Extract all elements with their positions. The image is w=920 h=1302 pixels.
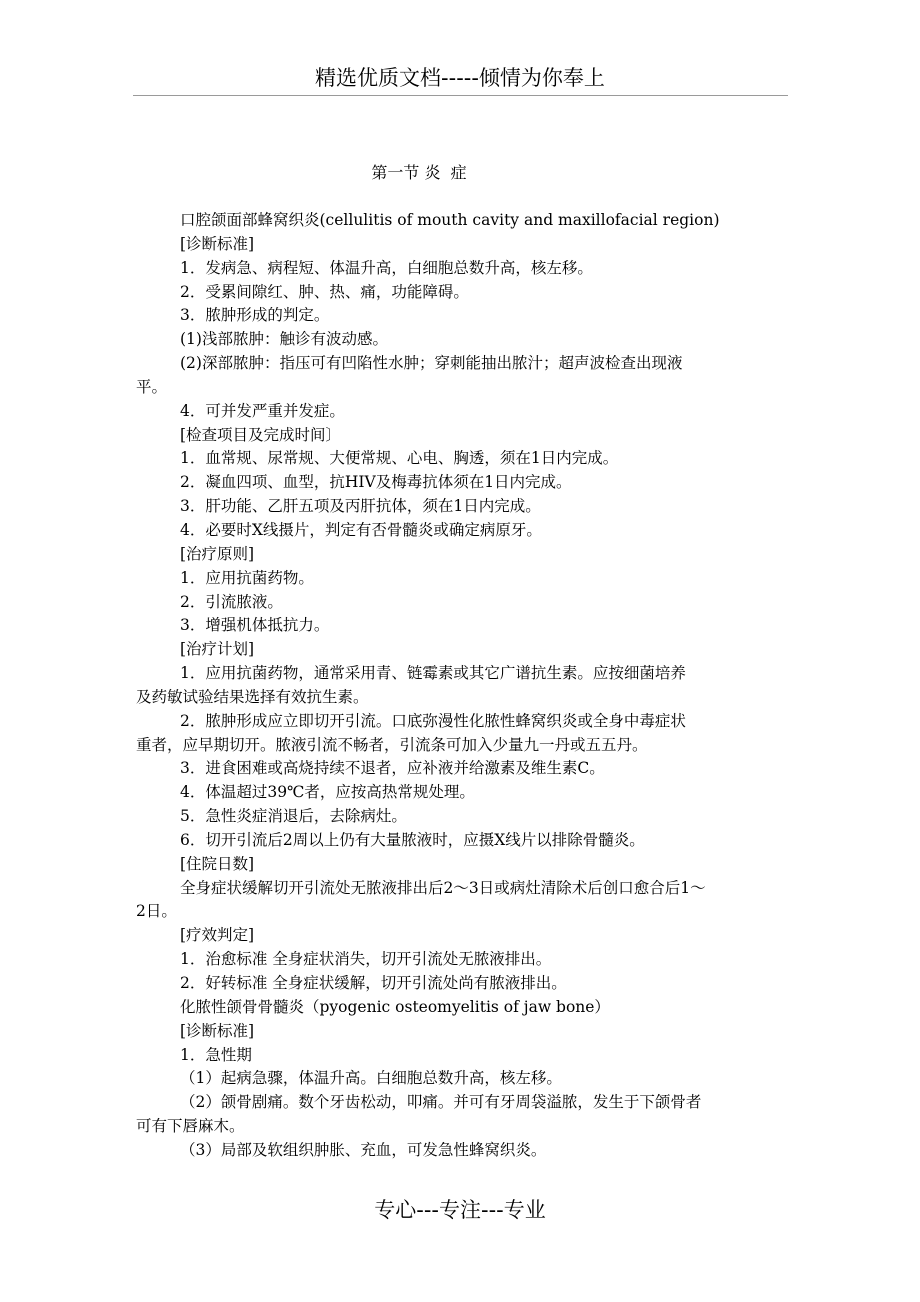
paragraph-line: [住院日数] [180, 854, 255, 873]
paragraph-line: [疗效判定] [180, 926, 255, 945]
paragraph-line: 4．体温超过39℃者，应按高热常规处理。 [180, 783, 475, 802]
paragraph-line: 1．应用抗菌药物。 [180, 568, 314, 587]
paragraph-line: 1．发病急、病程短、体温升高，白细胞总数升高，核左移。 [180, 258, 593, 277]
paragraph-line: （2）颌骨剧痛。数个牙齿松动，叩痛。并可有牙周袋溢脓，发生于下颌骨者 [180, 1093, 702, 1112]
paragraph-line: 2．凝血四项、血型，抗HIV及梅毒抗体须在1日内完成。 [180, 473, 572, 492]
paragraph-line: (2)深部脓肿：指压可有凹陷性水肿；穿刺能抽出脓汁；超声波检查出现液 [180, 354, 683, 373]
page-header: 精选优质文档-----倾情为你奉上 [315, 66, 605, 90]
paragraph-line: [诊断标准] [180, 234, 255, 253]
page-footer: 专心---专注---专业 [374, 1198, 546, 1222]
paragraph-line: 2．好转标准 全身症状缓解，切开引流处尚有脓液排出。 [180, 974, 567, 992]
paragraph-line: 平。 [136, 377, 168, 396]
paragraph-line: 6．切开引流后2周以上仍有大量脓液时，应摄X线片以排除骨髓炎。 [180, 830, 645, 849]
document-body [136, 209, 846, 1163]
paragraph-line: 重者，应早期切开。脓液引流不畅者，引流条可加入少量九一丹或五五丹。 [136, 735, 648, 754]
paragraph-line: 1．应用抗菌药物，通常采用青、链霉素或其它广谱抗生素。应按细菌培养 [180, 664, 686, 683]
paragraph-line: (1)浅部脓肿：触诊有波动感。 [180, 330, 388, 349]
paragraph-line: [治疗计划] [180, 640, 255, 659]
paragraph-line: 2．受累间隙红、肿、热、痛，功能障碍。 [180, 282, 469, 301]
paragraph-line: 1．治愈标准 全身症状消失，切开引流处无脓液排出。 [180, 950, 552, 969]
paragraph-line: [诊断标准] [180, 1021, 255, 1040]
paragraph-line: 口腔颌面部蜂窝织炎(cellulitis of mouth cavity and maxillofacial region) [180, 211, 720, 229]
section-title: 第一节 炎 症 [371, 163, 467, 182]
paragraph-line: 2．引流脓液。 [180, 592, 283, 611]
paragraph-line: 4．可并发严重并发症。 [180, 401, 345, 420]
paragraph-line: 2日。 [136, 902, 177, 921]
paragraph-line: 全身症状缓解切开引流处无脓液排出后2～3日或病灶清除术后创口愈合后1～ [180, 878, 706, 897]
paragraph-line: 5．急性炎症消退后，去除病灶。 [180, 807, 407, 826]
paragraph-line: 1．急性期 [180, 1045, 252, 1064]
paragraph-line: 及药敏试验结果选择有效抗生素。 [136, 687, 369, 706]
paragraph-line: 3．脓肿形成的判定。 [180, 306, 330, 325]
paragraph-line: 可有下唇麻木。 [136, 1117, 245, 1136]
paragraph-line: 1．血常规、尿常规、大便常规、心电、胸透，须在1日内完成。 [180, 449, 619, 468]
paragraph-line: [检查项目及完成时间〕 [180, 425, 342, 444]
paragraph-line: 3．肝功能、乙肝五项及丙肝抗体，须在1日内完成。 [180, 497, 541, 516]
paragraph-line: 3．增强机体抵抗力。 [180, 616, 330, 635]
paragraph-line: （1）起病急骤，体温升高。白细胞总数升高，核左移。 [180, 1069, 562, 1088]
paragraph-line: 2．脓肿形成应立即切开引流。口底弥漫性化脓性蜂窝织炎或全身中毒症状 [180, 711, 686, 730]
paragraph-line: 4．必要时X线摄片，判定有否骨髓炎或确定病原牙。 [180, 520, 542, 539]
paragraph-line: [治疗原则] [180, 544, 255, 563]
header-divider [133, 95, 788, 96]
paragraph-line: 3．进食困难或高烧持续不退者，应补液并给激素及维生素C。 [180, 759, 605, 778]
paragraph-line: 化脓性颌骨骨髓炎（pyogenic osteomyelitis of jaw bone） [180, 997, 610, 1016]
paragraph-line: （3）局部及软组织肿胀、充血，可发急性蜂窝织炎。 [180, 1140, 547, 1159]
